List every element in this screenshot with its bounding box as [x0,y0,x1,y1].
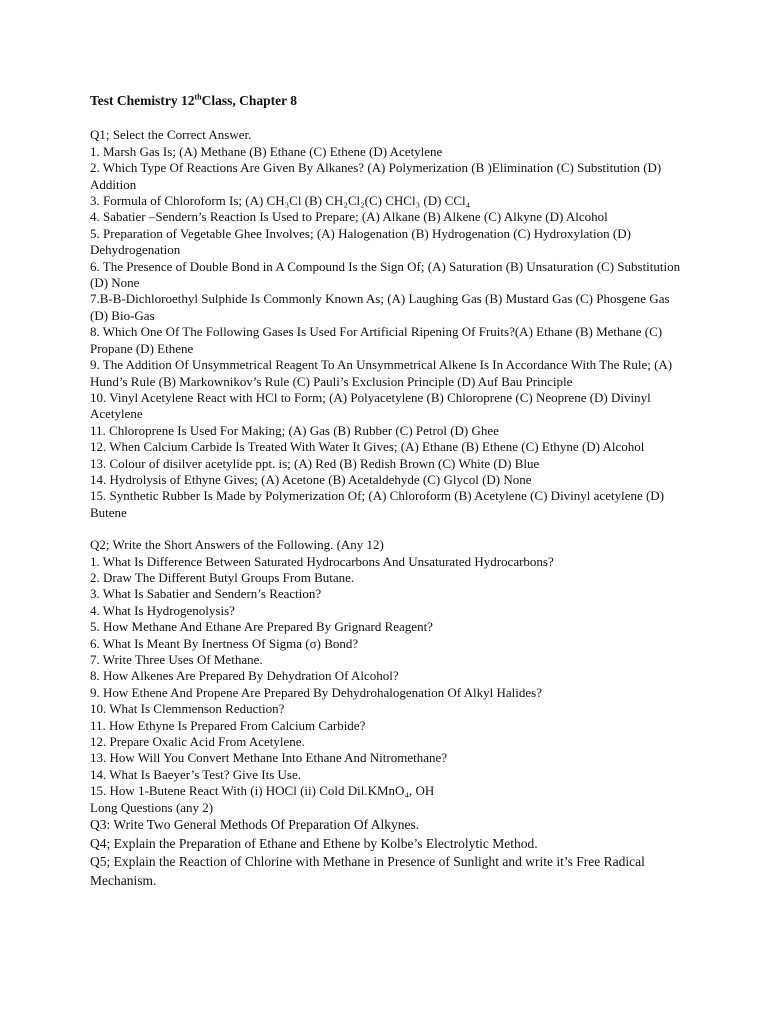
short-question-item: 2. Draw The Different Butyl Groups From Butane. [90,569,355,585]
title-main: Test Chemistry 12 [90,93,195,108]
long-questions-heading: Long Questions (any 2) [90,799,214,815]
mcq-item: 5. Preparation of Vegetable Ghee Involves; (A) Halogenation (B) Hydrogenation (C) Hydroxylation (D) Dehydrogenation [90,225,631,258]
short-question-item: 9. How Ethene And Propene Are Prepared By Dehydrohalogenation Of Alkyl Halides? [90,684,543,700]
long-question-item: Q3: Write Two General Methods Of Preparation Of Alkynes. [90,817,420,833]
short-question-item: 5. How Methane And Ethane Are Prepared By Grignard Reagent? [90,619,433,635]
mcq-item: 15. Synthetic Rubber Is Made by Polymerization Of; (A) Chloroform (B) Acetylene (C) Divinyl acetylene (D) Butene [90,488,665,520]
short-question-item: 6. What Is Meant By Inertness Of Sigma (σ) Bond? [90,635,359,651]
mcq-item: 3. Formula of Chloroform Is; (A) CH₃Cl (B) CH₂Cl₂(C) CHCl₃ (D) CCl₄ [90,193,471,209]
title-suffix: Class, Chapter 8 [201,93,298,108]
mcq-item: 12. When Calcium Carbide Is Treated With Water It Gives; (A) Ethane (B) Ethene (C) Ethyne (D) Alcohol [90,439,645,455]
section-q2 [90,537,690,800]
short-question-item: 7. Write Three Uses Of Methane. [90,652,263,667]
short-question-item: 11. How Ethyne Is Prepared From Calcium Carbide? [90,717,366,733]
mcq-item: 14. Hydrolysis of Ethyne Gives; (A) Acetone (B) Acetaldehyde (C) Glycol (D) None [90,471,532,487]
mcq-item: 7.B-B-Dichloroethyl Sulphide Is Commonly Known As; (A) Laughing Gas (B) Mustard Gas (C) Phosgene Gas (D) Bio-Gas [90,291,670,323]
short-question-item: 12. Prepare Oxalic Acid From Acetylene. [90,734,305,750]
document-title [90,93,690,109]
short-question-item: 1. What Is Difference Between Saturated Hydrocarbons And Unsaturated Hydrocarbons? [90,553,554,569]
short-question-item: 15. How 1-Butene React With (i) HOCl (ii) Cold Dil.KMnO₄, OH [90,783,435,799]
mcq-item: 6. The Presence of Double Bond in A Compound Is the Sign Of; (A) Saturation (B) Unsaturation (C) Substitution (D) None [90,258,681,291]
mcq-item: 8. Which One Of The Following Gases Is Used For Artificial Ripening Of Fruits?(A) Ethane (B) Methane (C) Propane (D) Ethene [90,324,663,356]
mcq-item: 2. Which Type Of Reactions Are Given By Alkanes? (A) Polymerization (B )Elimination (C) Substitution (D) Addition [90,160,662,192]
short-question-item: 14. What Is Baeyer’s Test? Give Its Use. [90,766,302,782]
mcq-item: 9. The Addition Of Unsymmetrical Reagent To An Unsymmetrical Alkene Is In Accordance With The Rule; (A) Hund’s Rule (B) Markownikov’s Rule (C) Pauli’s Exclusion Principle (D) Auf Bau Principle [90,357,673,389]
short-question-item: 3. What Is Sabatier and Sendern’s Reaction? [90,586,322,602]
q2-heading: Q2; Write the Short Answers of the Following. (Any 12) [90,537,384,553]
mcq-item: 13. Colour of disilver acetylide ppt. is; (A) Red (B) Redish Brown (C) White (D) Blue [90,455,540,471]
long-question-item: Q5; Explain the Reaction of Chlorine with Methane in Presence of Sunlight and write it’s Free Radical Mechanism. [90,854,645,888]
section-spacer [90,521,690,537]
mcq-item: 1. Marsh Gas Is; (A) Methane (B) Ethane (C) Ethene (D) Acetylene [90,143,443,159]
section-q1 [90,127,690,521]
short-question-item: 10. What Is Clemmenson Reduction? [90,701,285,717]
mcq-item: 4. Sabatier –Sendern’s Reaction Is Used to Prepare; (A) Alkane (B) Alkene (C) Alkyne (D) Alcohol [90,209,608,225]
title-superscript: th [194,92,202,102]
short-question-item: 4. What Is Hydrogenolysis? [90,602,235,618]
short-question-item: 8. How Alkenes Are Prepared By Dehydration Of Alcohol? [90,668,399,684]
short-question-item: 13. How Will You Convert Methane Into Ethane And Nitromethane? [90,750,448,766]
test-document [90,93,690,890]
mcq-item: 11. Chloroprene Is Used For Making; (A) Gas (B) Rubber (C) Petrol (D) Ghee [90,422,499,438]
q1-heading: Q1; Select the Correct Answer. [90,127,252,143]
mcq-item: 10. Vinyl Acetylene React with HCl to Form; (A) Polyacetylene (B) Chloroprene (C) Neoprene (D) Divinyl Acetylene [90,389,651,422]
long-question-item: Q4; Explain the Preparation of Ethane and Ethene by Kolbe’s Electrolytic Method. [90,835,538,851]
section-long-questions [90,800,690,891]
